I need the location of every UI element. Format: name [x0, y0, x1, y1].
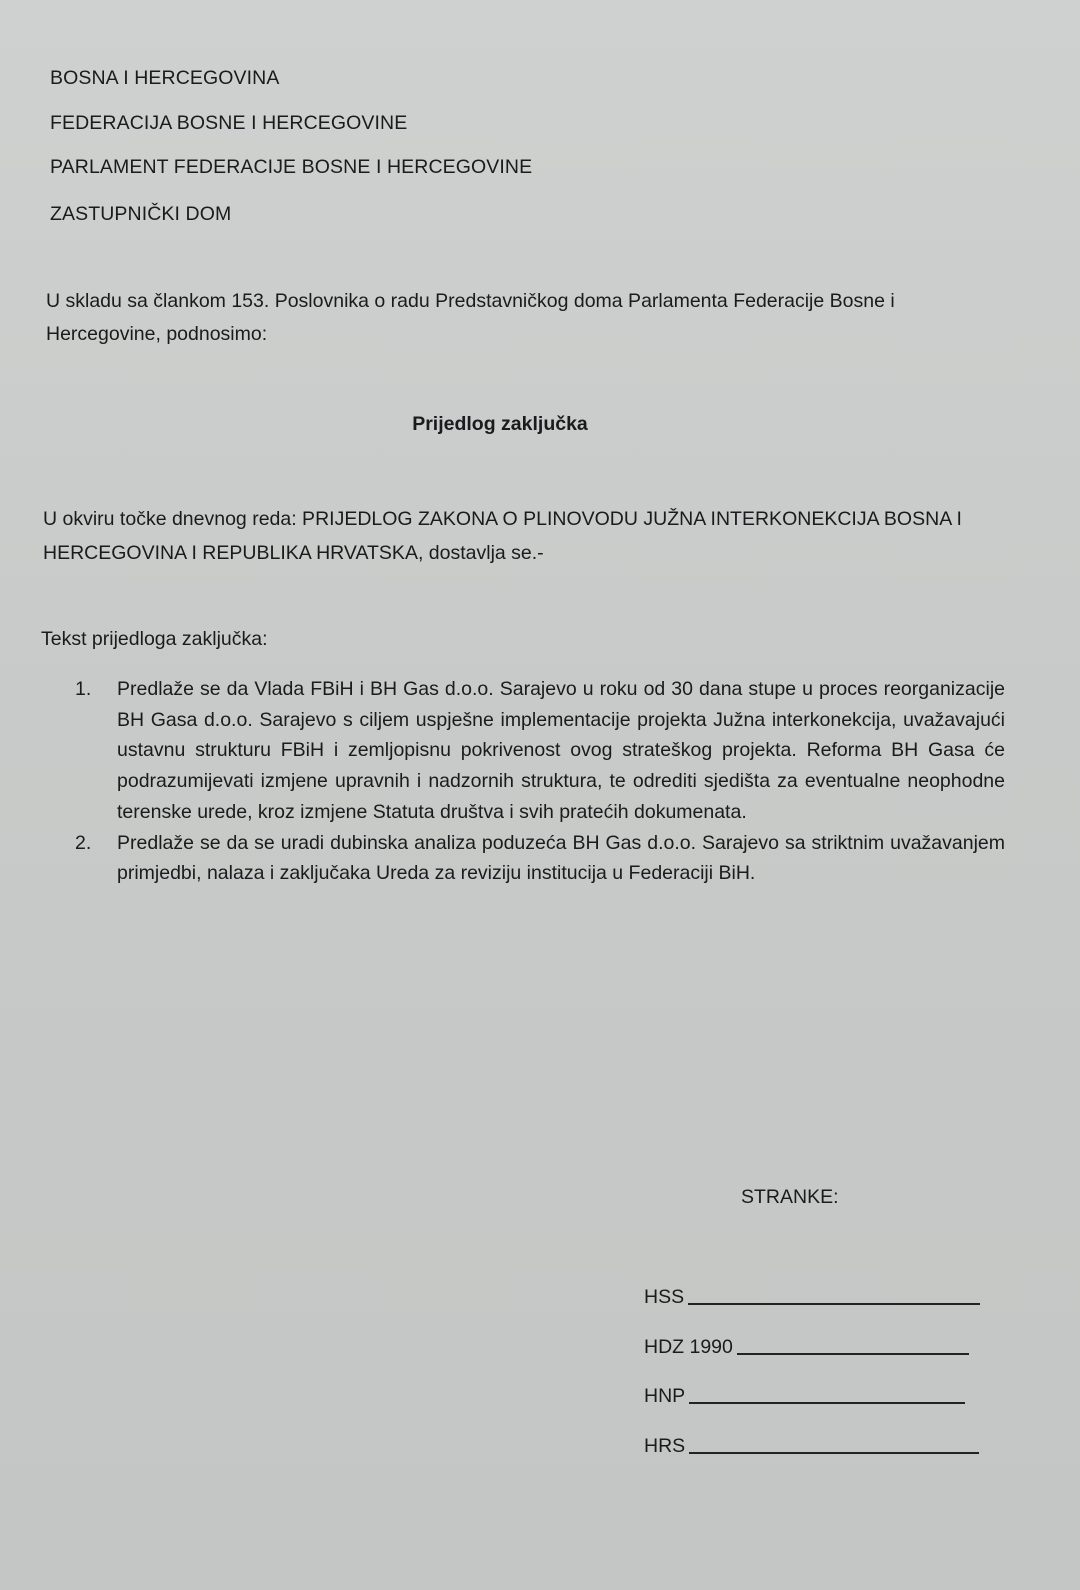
- party-name: HNP: [644, 1385, 686, 1407]
- signature-line: [737, 1352, 969, 1355]
- list-item: [75, 674, 1005, 828]
- party-name: HSS: [644, 1286, 685, 1308]
- list-item: [75, 828, 1005, 889]
- header-country: BOSNA I HERCEGOVINA: [50, 67, 280, 89]
- list-item-number: 1.: [75, 678, 92, 700]
- party-name: HRS: [644, 1435, 686, 1457]
- list-item-text: Predlaže se da se uradi dubinska analiza poduzeća BH Gas d.o.o. Sarajevo sa striktnim uvažavanjem primjedbi, nalaza i zaključaka Ureda za reviziju institucija u Federaciji BiH.: [117, 831, 1005, 885]
- header-parliament: PARLAMENT FEDERACIJE BOSNE I HERCEGOVINE: [50, 156, 533, 178]
- header-chamber: ZASTUPNIČKI DOM: [50, 203, 232, 225]
- signature-line: [688, 1302, 980, 1305]
- document-title: Prijedlog zaključka: [412, 413, 588, 435]
- list-item-number: 2.: [75, 831, 92, 854]
- signature-row: [644, 1336, 969, 1359]
- list-item-text: Predlaže se da Vlada FBiH i BH Gas d.o.o. Sarajevo u roku od 30 dana stupe u proces reorganizacije BH Gasa d.o.o. Sarajevo s ciljem uspješne implementacije projekta Južna interkonekcija, uvažavajući ustavnu strukturu FBiH i zemljopisnu pokrivenost ovog strateškog projekta. Reforma BH Gasa će podrazumijevati izmjene upravnih i nadzornih struktura, te odrediti sjedišta za eventualne neophodne terenske urede, kroz izmjene Statuta društva i svih pratećih dokumenata.: [117, 678, 1005, 823]
- signature-line: [689, 1451, 979, 1454]
- header-federation: FEDERACIJA BOSNE I HERCEGOVINE: [50, 112, 408, 134]
- party-name: HDZ 1990: [644, 1336, 733, 1358]
- proposal-label: Tekst prijedloga zaključka:: [41, 628, 268, 650]
- signature-row: [644, 1435, 979, 1458]
- signature-row: [644, 1286, 980, 1309]
- proposal-list: [75, 674, 1005, 889]
- agenda-paragraph: U okviru točke dnevnog reda: PRIJEDLOG ZAKONA O PLINOVODU JUŽNA INTERKONEKCIJA BOSNA I HERCEGOVINA I REPUBLIKA HRVATSKA, dostavlja se.-: [43, 508, 962, 564]
- intro-paragraph: U skladu sa člankom 153. Poslovnika o radu Predstavničkog doma Parlamenta Federacije Bosne i Hercegovine, podnosimo:: [46, 290, 895, 345]
- signature-line: [689, 1401, 965, 1404]
- parties-label: STRANKE:: [741, 1186, 839, 1208]
- signature-row: [644, 1385, 965, 1408]
